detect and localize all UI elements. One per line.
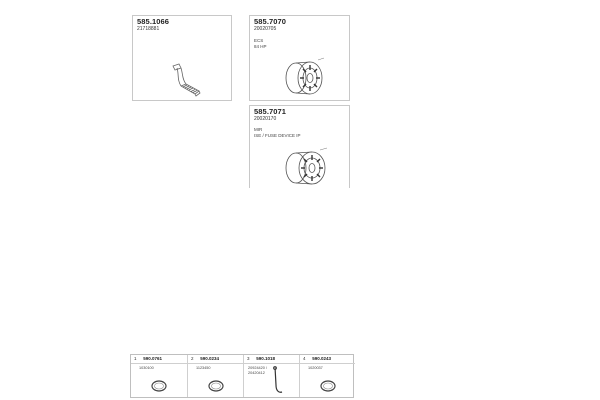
accessory-part-number: 590.1018: [256, 356, 276, 361]
accessory-reference: 1020037: [308, 366, 323, 370]
application-note: MIR: [254, 127, 263, 132]
hanger-bracket-icon: [270, 365, 286, 395]
clamp-ring-icon: [149, 379, 169, 393]
oem-reference: 20020170: [254, 116, 277, 122]
accessory-header: [244, 355, 299, 364]
accessory-header: [131, 355, 187, 364]
accessory-index: 3: [247, 356, 250, 361]
part-card-585-7071[interactable]: [249, 105, 350, 188]
accessory-item[interactable]: [299, 355, 355, 397]
filter-cartridge-icon: [280, 56, 330, 98]
accessory-reference: 1123450: [196, 366, 211, 370]
part-card-585-1066[interactable]: [132, 15, 232, 101]
accessory-item[interactable]: [243, 355, 299, 397]
accessory-item[interactable]: [131, 355, 187, 397]
accessory-item[interactable]: [187, 355, 243, 397]
clamp-ring-icon: [206, 379, 226, 393]
accessory-header: [188, 355, 243, 364]
oem-reference: 20020705: [254, 26, 277, 32]
accessory-index: 4: [303, 356, 306, 361]
clamp-ring-icon: [318, 379, 338, 393]
accessory-header: [300, 355, 355, 364]
accessory-reference: 20924420 / 20420412: [248, 366, 268, 375]
part-number: 585.1066: [137, 17, 170, 26]
application-note: ISE / FUSE DEVICE IP: [254, 132, 301, 138]
accessory-reference: 1030100: [139, 366, 154, 370]
flex-pipe-icon: [165, 60, 205, 100]
accessory-index: 2: [191, 356, 194, 361]
application-note: ECS: [254, 38, 264, 43]
accessory-part-number: 590.0234: [200, 356, 220, 361]
accessory-index: 1: [134, 356, 137, 361]
accessory-part-number: 590.0243: [312, 356, 332, 361]
accessory-part-number: 590.0761: [143, 356, 163, 361]
filter-cartridge-icon: [280, 146, 334, 188]
accessory-strip: [130, 354, 354, 398]
application-note: 84 HP: [254, 43, 267, 49]
part-number: 585.7070: [254, 17, 287, 26]
oem-reference: 21718881: [137, 26, 160, 32]
part-card-585-7070[interactable]: [249, 15, 350, 101]
part-number: 585.7071: [254, 107, 287, 116]
